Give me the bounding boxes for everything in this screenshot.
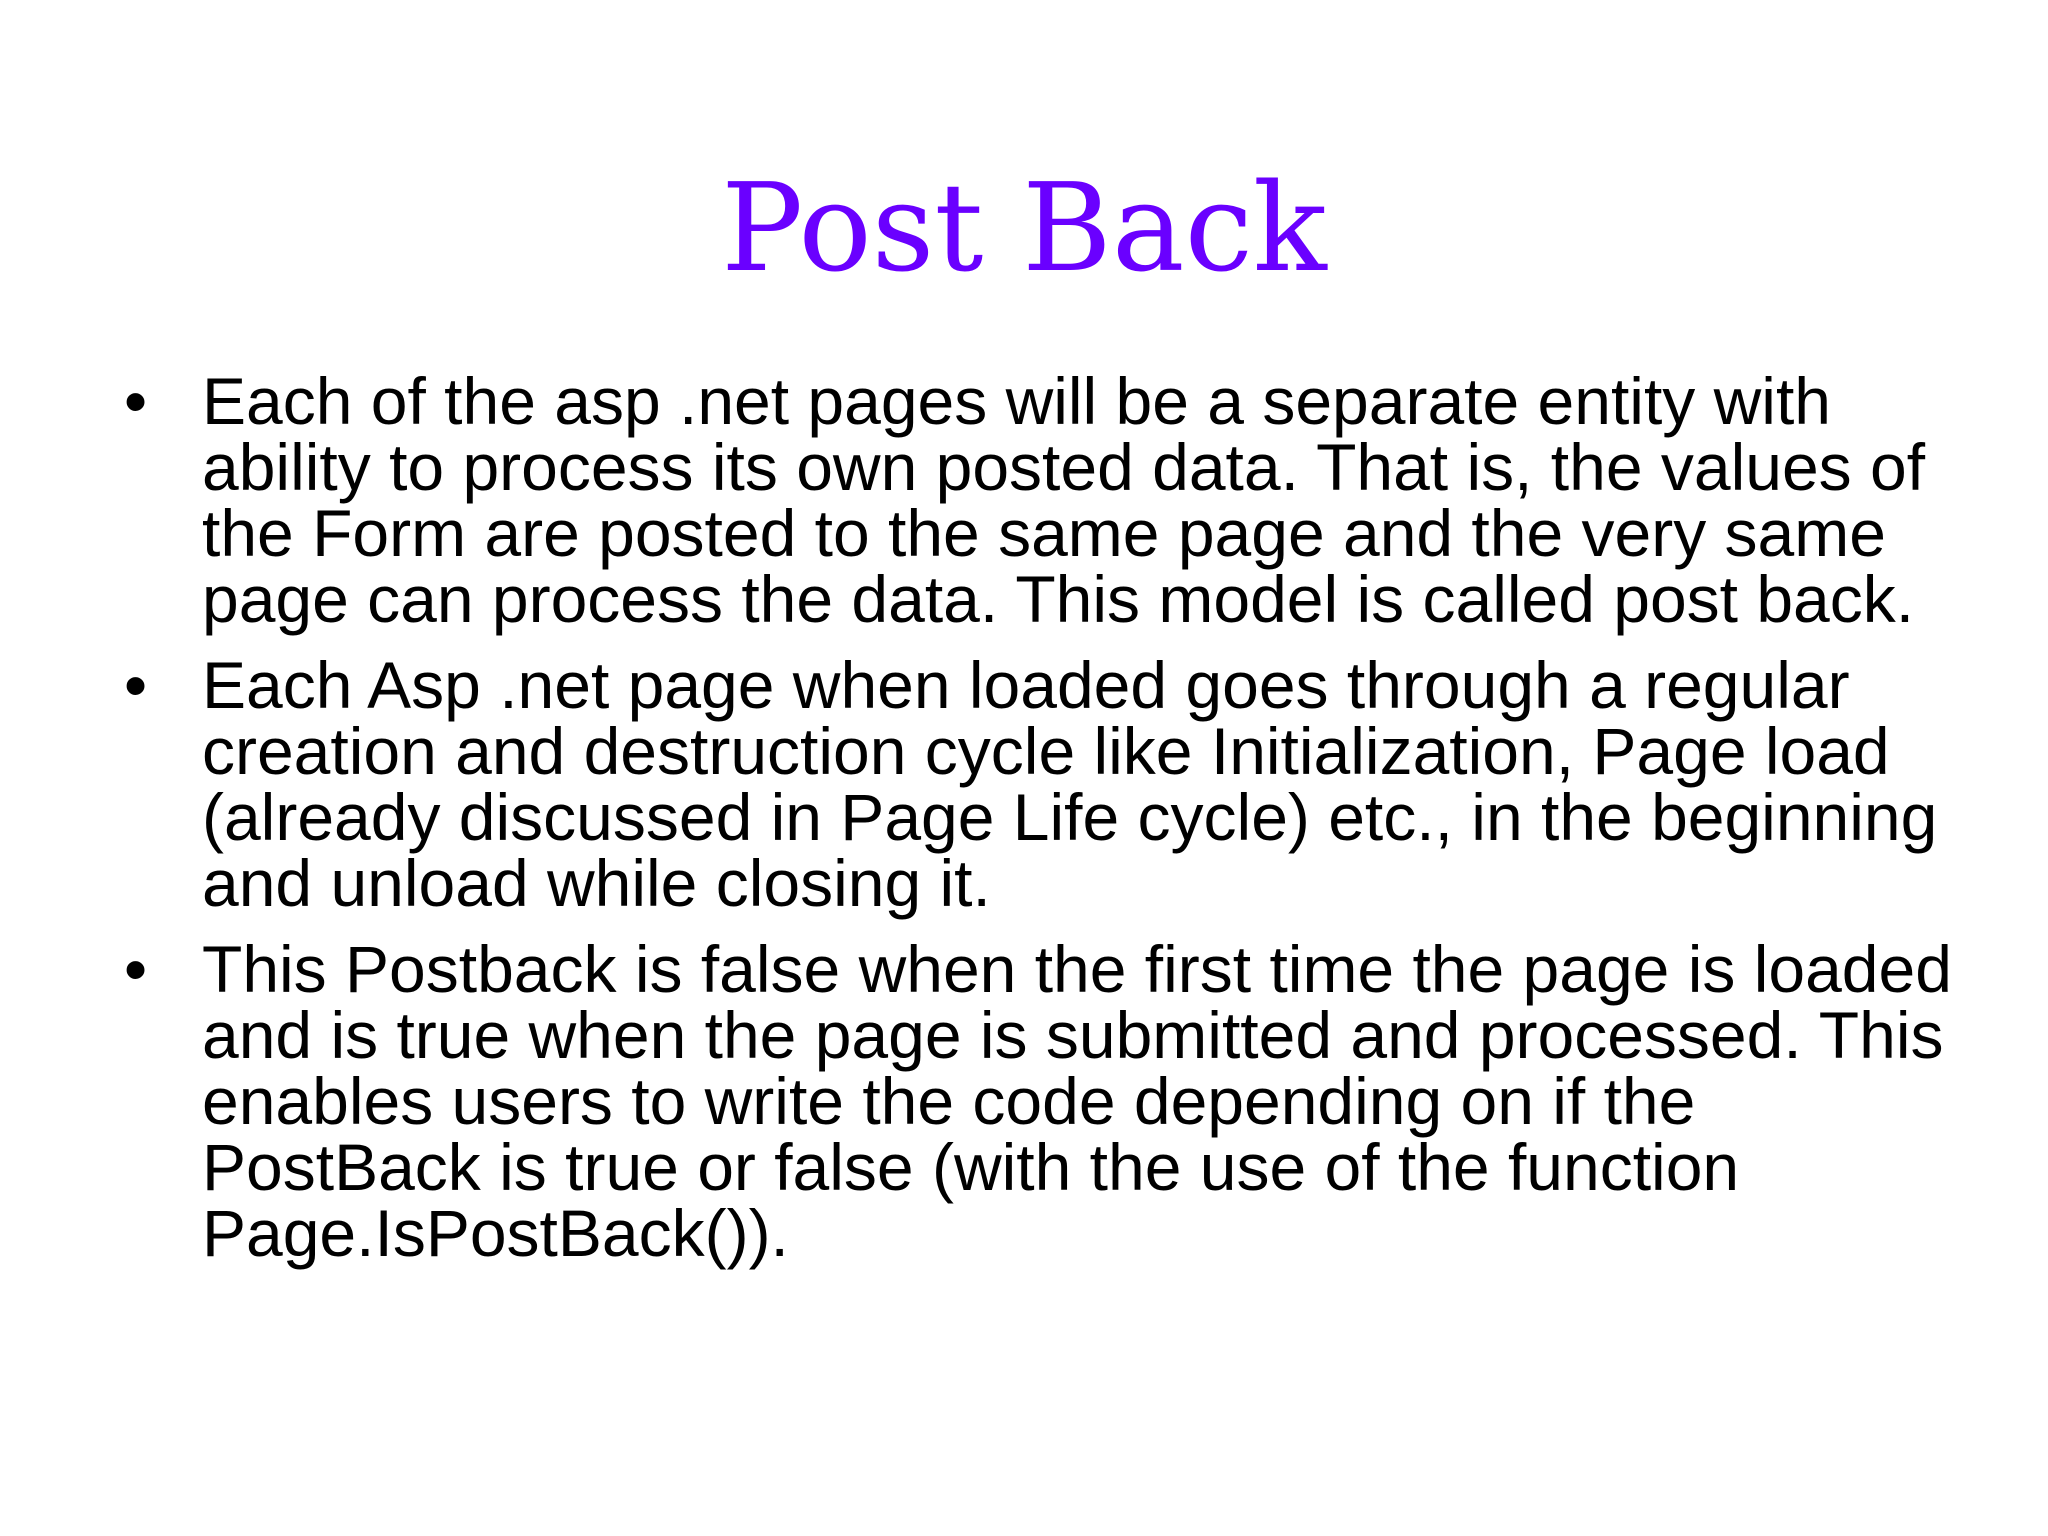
bullet-dot-icon: •: [124, 932, 148, 1006]
bullet-dot-icon: •: [124, 364, 148, 438]
bullet-text: Each Asp .net page when loaded goes through a regular creation and destruction cycle like Initialization, Page load (already discussed in Page Life cycle) etc., in the beginning and unload while closing it.: [202, 648, 1938, 920]
bullet-list: [0, 364, 2048, 1270]
bullet-item: [0, 932, 2048, 1270]
bullet-text: Each of the asp .net pages will be a separate entity with ability to process its own posted data. That is, the values of the Form are posted to the same page and the very same page can process the data. This model is called post back.: [202, 364, 1926, 636]
slide-title: Post Back: [721, 157, 1327, 299]
bullet-item: [0, 364, 2048, 636]
bullet-dot-icon: •: [124, 648, 148, 722]
bullet-item: [0, 648, 2048, 920]
bullet-text: This Postback is false when the first time the page is loaded and is true when the page is submitted and processed. This enables users to write the code depending on if the PostBack is true or false (with the use of the function Page.IsPostBack()).: [202, 932, 1952, 1270]
